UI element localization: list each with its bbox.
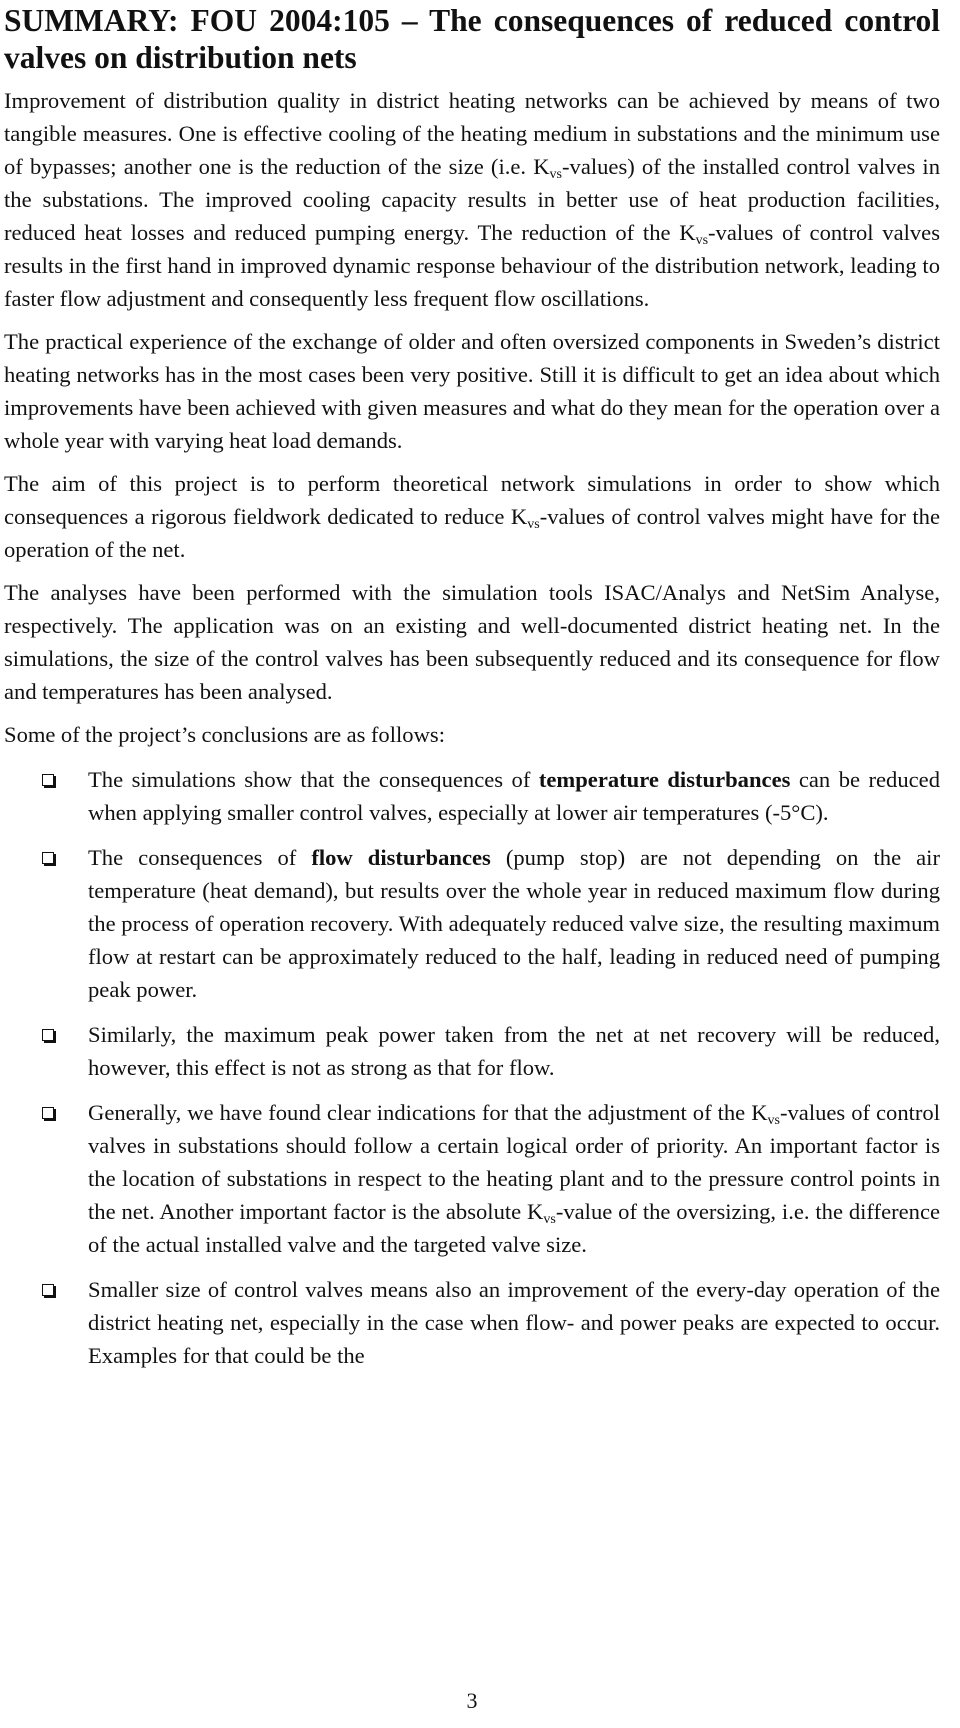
bold-term: temperature disturbances	[538, 767, 791, 792]
text-run: -values of control valves results in the first hand in improved dynamic response behaviour of the distribution network, leading to faster flow adjustment and consequently less frequent flow oscillations.	[4, 220, 940, 311]
paragraph-introduction	[4, 84, 940, 315]
text-run: Improvement of distribution quality in district heating networks can be achieved by means of two tangible measures. One is effective cooling of the heating medium in substations and the minimum use of bypasses; another one is the reduction of the size (i.e. K	[4, 88, 940, 179]
paragraph-practical-experience: The practical experience of the exchange of older and often oversized components in Sweden’s district heating networks has in the most cases been very positive. Still it is difficult to get an idea about which improvements have been achieved with given measures and what do they mean for the operation over a whole year with varying heat load demands.	[4, 329, 940, 453]
text-run: The consequences of	[88, 845, 312, 870]
checkbox-bullet-icon	[42, 1029, 54, 1041]
subscript-vs: vs	[543, 1212, 556, 1227]
list-item	[4, 763, 940, 829]
text-run: The simulations show that the consequences of	[88, 767, 539, 792]
list-item	[4, 1018, 940, 1084]
text-run: Smaller size of control valves means also an improvement of the every-day operation of the district heating net, especially in the case when flow- and power peaks are expected to occur. Examples for that could be the	[88, 1277, 940, 1368]
list-item	[4, 1273, 940, 1372]
text-run: -values) of the installed control valves in the substations. The improved cooling capacity results in better use of heat production facilities, reduced heat losses and reduced pumping energy. The reduction of the K	[4, 154, 940, 245]
checkbox-bullet-icon	[42, 774, 54, 786]
checkbox-bullet-icon	[42, 1107, 54, 1119]
paragraph-project-aim	[4, 467, 940, 566]
subscript-vs: vs	[549, 167, 562, 182]
list-item	[4, 1096, 940, 1261]
subscript-vs: vs	[527, 517, 540, 532]
text-run: Similarly, the maximum peak power taken from the net at net recovery will be reduced, however, this effect is not as strong as that for flow.	[88, 1022, 940, 1080]
bold-term: flow disturbances	[311, 845, 491, 870]
list-item	[4, 841, 940, 1006]
page-number: 3	[466, 1688, 478, 1713]
text-run: -values of control valves might have for the operation of the net.	[4, 504, 940, 562]
paragraph-analyses: The analyses have been performed with the simulation tools ISAC/Analys and NetSim Analyse, respectively. The application was on an existing and well-documented district heating net. In the simulations, the size of the control valves has been subsequently reduced and its consequence for flow and temperatures has been analysed.	[4, 580, 940, 704]
conclusions-list	[4, 763, 940, 1372]
paragraph-conclusions-intro: Some of the project’s conclusions are as follows:	[4, 722, 445, 747]
document-title: SUMMARY: FOU 2004:105 – The consequences of reduced control valves on distribution nets	[4, 3, 940, 75]
text-run: -values of control valves in substations should follow a certain logical order of priority. An important factor is the location of substations in respect to the heating plant and to the pressure control points in the net. Another important factor is the absolute K	[88, 1100, 940, 1224]
text-run: -value of the oversizing, i.e. the difference of the actual installed valve and the targeted valve size.	[88, 1199, 941, 1257]
text-run: can be reduced when applying smaller control valves, especially at lower air temperatures (-5°C).	[88, 767, 941, 825]
text-run: (pump stop) are not depending on the air temperature (heat demand), but results over the whole year in reduced maximum flow during the process of operation recovery. With adequately reduced valve size, the resulting maximum flow at restart can be approximately reduced to the half, leading in reduced need of pumping peak power.	[88, 845, 940, 1002]
checkbox-bullet-icon	[42, 1284, 54, 1296]
checkbox-bullet-icon	[42, 852, 54, 864]
subscript-vs: vs	[767, 1113, 780, 1128]
subscript-vs: vs	[695, 233, 709, 248]
document-page	[4, 0, 941, 1713]
text-run: Generally, we have found clear indications for that the adjustment of the K	[88, 1100, 768, 1125]
text-run: The aim of this project is to perform theoretical network simulations in order to show which consequences a rigorous fieldwork dedicated to reduce K	[4, 471, 940, 529]
